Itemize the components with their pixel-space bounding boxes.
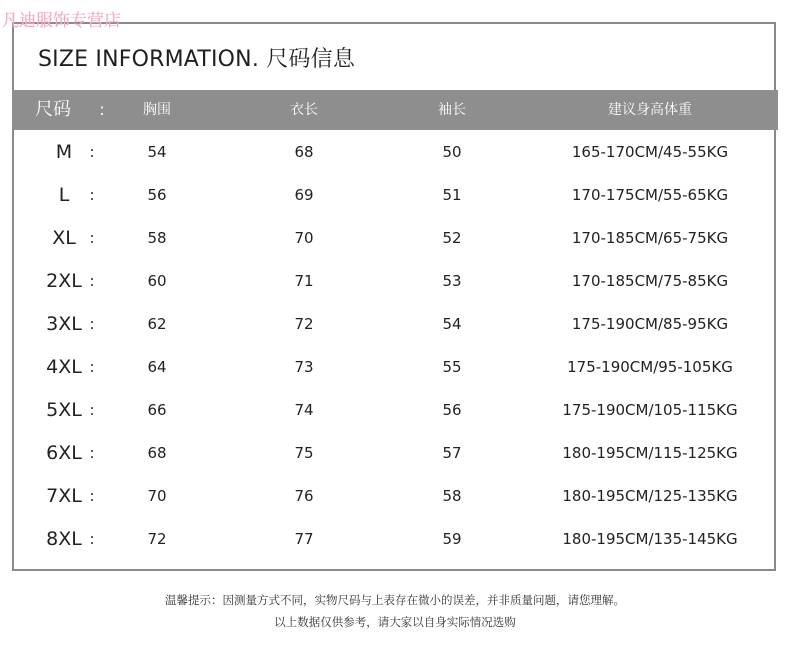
cell-chest: 70 bbox=[147, 487, 167, 505]
cell-colon: : bbox=[89, 272, 95, 290]
cell-sleeve: 51 bbox=[442, 186, 462, 204]
cell-colon: : bbox=[89, 401, 95, 419]
cell-length: 76 bbox=[294, 487, 314, 505]
cell-size: 7XL bbox=[46, 485, 82, 507]
cell-sleeve: 59 bbox=[442, 530, 462, 548]
cell-sleeve: 56 bbox=[442, 401, 462, 419]
cell-recommend: 170-185CM/65-75KG bbox=[571, 229, 729, 247]
table-row bbox=[12, 131, 778, 174]
cell-sleeve: 52 bbox=[442, 229, 462, 247]
cell-size: 6XL bbox=[46, 442, 82, 464]
header-chest: 胸围 bbox=[143, 102, 171, 118]
cell-chest: 66 bbox=[147, 401, 167, 419]
cell-colon: : bbox=[89, 229, 95, 247]
cell-sleeve: 58 bbox=[442, 487, 462, 505]
cell-size: 2XL bbox=[46, 270, 82, 292]
cell-colon: : bbox=[89, 315, 95, 333]
cell-recommend: 180-195CM/135-145KG bbox=[562, 530, 738, 548]
cell-chest: 72 bbox=[147, 530, 167, 548]
store-watermark: 凡迪服饰专营店 bbox=[2, 11, 121, 31]
cell-chest: 58 bbox=[147, 229, 167, 247]
cell-colon: : bbox=[89, 487, 95, 505]
cell-sleeve: 55 bbox=[442, 358, 462, 376]
table-row bbox=[12, 475, 778, 518]
header-size: 尺码 bbox=[35, 99, 71, 120]
header-sleeve: 袖长 bbox=[438, 102, 466, 118]
cell-chest: 60 bbox=[147, 272, 167, 290]
cell-length: 77 bbox=[294, 530, 314, 548]
table-row bbox=[12, 518, 778, 561]
cell-size: 4XL bbox=[46, 356, 82, 378]
reference-note: 以上数据仅供参考，请大家以自身实际情况选购 bbox=[274, 615, 516, 629]
cell-recommend: 170-175CM/55-65KG bbox=[571, 186, 729, 204]
cell-colon: : bbox=[89, 444, 95, 462]
cell-length: 68 bbox=[294, 143, 314, 161]
cell-chest: 68 bbox=[147, 444, 167, 462]
cell-length: 74 bbox=[294, 401, 314, 419]
cell-recommend: 180-195CM/115-125KG bbox=[562, 444, 738, 462]
cell-recommend: 175-190CM/95-105KG bbox=[567, 358, 733, 376]
cell-sleeve: 57 bbox=[442, 444, 462, 462]
page-title: SIZE INFORMATION. 尺码信息 bbox=[38, 47, 356, 72]
table-row bbox=[12, 389, 778, 432]
measurement-note: 温馨提示：因测量方式不同，实物尺码与上表存在微小的误差，并非质量问题，请您理解。 bbox=[165, 593, 625, 607]
cell-length: 75 bbox=[294, 444, 314, 462]
cell-sleeve: 54 bbox=[442, 315, 462, 333]
cell-colon: : bbox=[89, 143, 95, 161]
cell-size: 3XL bbox=[46, 313, 82, 335]
table-row bbox=[12, 260, 778, 303]
cell-recommend: 165-170CM/45-55KG bbox=[571, 143, 729, 161]
cell-recommend: 175-190CM/85-95KG bbox=[571, 315, 729, 333]
header-recommend: 建议身高体重 bbox=[608, 102, 692, 118]
cell-recommend: 175-190CM/105-115KG bbox=[562, 401, 738, 419]
cell-length: 71 bbox=[294, 272, 314, 290]
header-colon: : bbox=[99, 100, 105, 119]
table-row bbox=[12, 303, 778, 346]
table-header bbox=[12, 90, 778, 130]
cell-length: 69 bbox=[294, 186, 314, 204]
header-length: 衣长 bbox=[290, 102, 318, 118]
cell-size: M bbox=[55, 141, 73, 163]
table-row bbox=[12, 174, 778, 217]
cell-colon: : bbox=[89, 530, 95, 548]
table-row bbox=[12, 346, 778, 389]
cell-chest: 56 bbox=[147, 186, 167, 204]
cell-colon: : bbox=[89, 358, 95, 376]
table-row bbox=[12, 432, 778, 475]
cell-sleeve: 50 bbox=[442, 143, 462, 161]
cell-chest: 54 bbox=[147, 143, 167, 161]
cell-length: 73 bbox=[294, 358, 314, 376]
cell-chest: 64 bbox=[147, 358, 167, 376]
cell-size: XL bbox=[52, 227, 76, 249]
cell-size: L bbox=[58, 184, 70, 206]
cell-size: 8XL bbox=[46, 528, 82, 550]
cell-recommend: 180-195CM/125-135KG bbox=[562, 487, 738, 505]
cell-recommend: 170-185CM/75-85KG bbox=[571, 272, 729, 290]
cell-chest: 62 bbox=[147, 315, 167, 333]
cell-sleeve: 53 bbox=[442, 272, 462, 290]
table-row bbox=[12, 217, 778, 260]
cell-length: 72 bbox=[294, 315, 314, 333]
cell-size: 5XL bbox=[46, 399, 82, 421]
cell-length: 70 bbox=[294, 229, 314, 247]
cell-colon: : bbox=[89, 186, 95, 204]
